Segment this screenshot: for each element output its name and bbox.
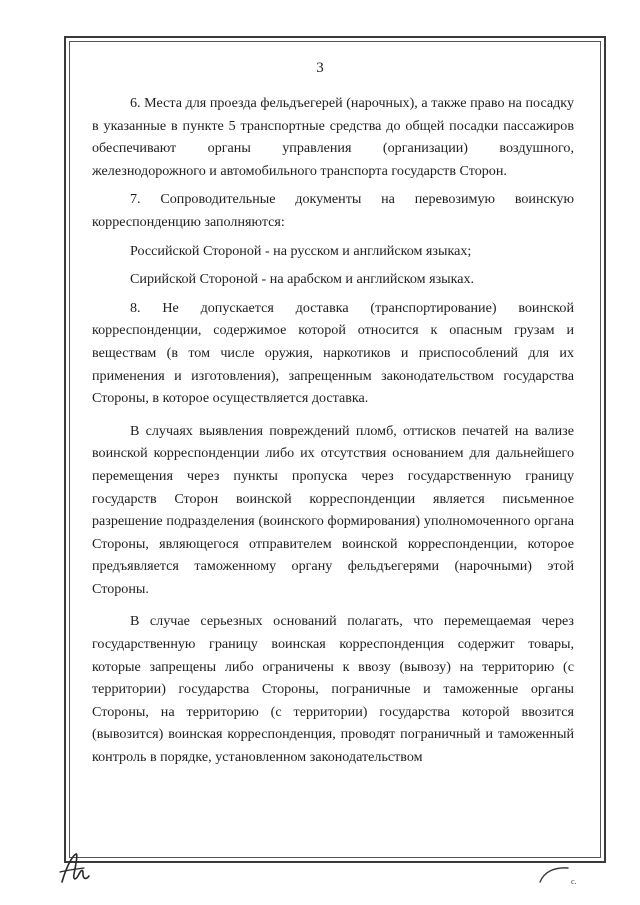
handwritten-corner-mark <box>538 864 584 890</box>
paragraph-syrian-side: Сирийской Стороной - на арабском и английском языках. <box>130 271 475 288</box>
paragraph-serious-grounds: В случае серьезных оснований полагать, что перемещаемая через государственную границу воинская корреспонденция содержит товары, которые запрещены либо ограничены к ввозу (вывозу) на территорию (с территории) государства Стороны, пограничные и таможенные органы Стороны, на территорию (с территории) государства которой ввозится (вывозится) воинская корреспонденция, проводят пограничный и таможенный контроль в порядке, установленном законодательством <box>92 613 574 766</box>
handwritten-initial-signature <box>56 848 102 888</box>
paragraph-8: 8. Не допускается доставка (транспортирование) воинской корреспонденции, содержимое которой относится к опасным грузам и веществам (в том числе оружия, наркотиков и приспособлений для их применения и изготовления), запрещенным законодательством государства Стороны, в которое осуществляется доставка. <box>92 299 574 407</box>
corner-mark-text: с. <box>571 877 577 886</box>
paragraph-russian-side: Российской Стороной - на русском и английском языках; <box>130 242 472 259</box>
page-number: 3 <box>316 60 324 76</box>
paragraph-6: 6. Места для проезда фельдъегерей (нарочных), а также право на посадку в указанные в пункте 5 транспортные средства до общей посадки пассажиров обеспечивают органы управления (организации) воздушного, железнодорожного и автомобильного транспорта государств Сторон. <box>92 95 574 179</box>
paragraph-seal-damage: В случаях выявления повреждений пломб, оттисков печатей на вализе воинской корреспонденции либо их отсутствия основанием для дальнейшего перемещения через пункты пропуска через государственную границу государств Сторон воинской корреспонденции является письменное разрешение подразделения (воинского формирования) уполномоченного органа Стороны, являющегося отправителем воинской корреспонденции, которое предъявляется таможенному органу фельдъегерями (нарочными) этой Стороны. <box>92 422 574 597</box>
document-body <box>92 92 574 769</box>
paragraph-7: 7. Сопроводительные документы на перевозимую воинскую корреспонденцию заполняются: <box>92 191 574 230</box>
